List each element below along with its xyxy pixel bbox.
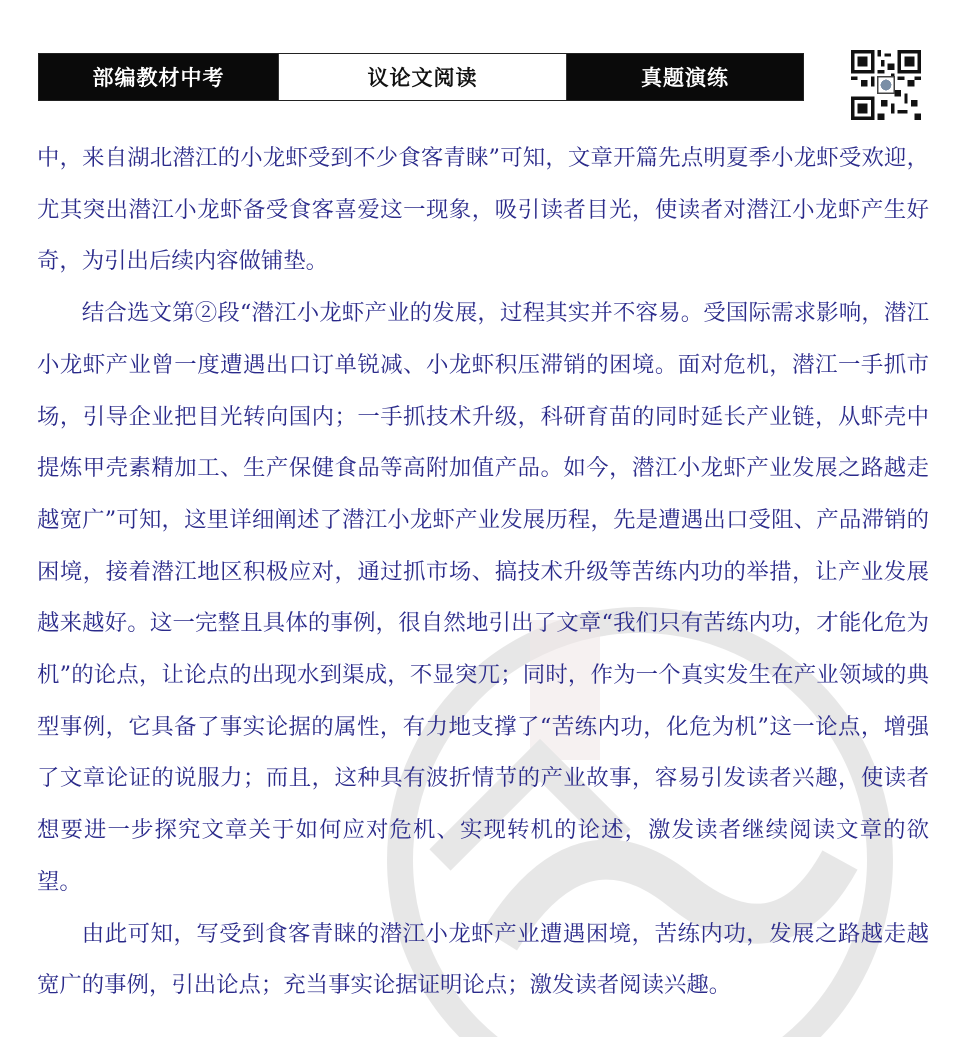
header-middle-label: 议论文阅读 (278, 54, 567, 100)
paragraph-3: 由此可知，写受到食客青睐的潜江小龙虾产业遭遇困境，苦练内功，发展之路越走越宽广的事例，引出论点；充当事实论据证明论点；激发读者阅读兴趣。 (37, 920, 929, 999)
header-right-label: 真题演练 (567, 54, 803, 100)
paragraph-2: 结合选文第②段“潜江小龙虾产业的发展，过程其实并不容易。受国际需求影响，潜江小龙虾产业曾一度遭遇出口订单锐减、小龙虾积压滞销的困境。面对危机，潜江一手抓市场，引导企业把目光转向国内；一手抓技术升级，科研育苗的同时延长产业链，从虾壳中提炼甲壳素精加工、生产保健食品等高附加值产品。如今，潜江小龙虾产业发展之路越走越宽广”可知，这里详细阐述了潜江小龙虾产业发展历程，先是遭遇出口受阻、产品滞销的困境，接着潜江地区积极应对，通过抓市场、搞技术升级等苦练内功的举措，让产业发展越来越好。这一完整且具体的事例，很自然地引出了文章“我们只有苦练内功，才能化危为机”的论点，让论点的出现水到渠成，不显突兀；同时，作为一个真实发生在产业领域的典型事例，它具备了事实论据的属性，有力地支撑了“苦练内功，化危为机”这一论点，增强了文章论证的说服力；而且，这种具有波折情节的产业故事，容易引发读者兴趣，使读者想要进一步探究文章关于如何应对危机、实现转机的论述，激发读者继续阅读文章的欲望。 (37, 300, 929, 895)
paragraph-1: 中，来自湖北潜江的小龙虾受到不少食客青睐”可知，文章开篇先点明夏季小龙虾受欢迎，尤其突出潜江小龙虾备受食客喜爱这一现象，吸引读者目光，使读者对潜江小龙虾产生好奇，为引出后续内容做铺垫。 (37, 145, 929, 275)
header-bar (38, 53, 804, 101)
qr-code-icon (851, 50, 921, 120)
header-left-label: 部编教材中考 (39, 54, 278, 100)
article-body (37, 133, 929, 1012)
